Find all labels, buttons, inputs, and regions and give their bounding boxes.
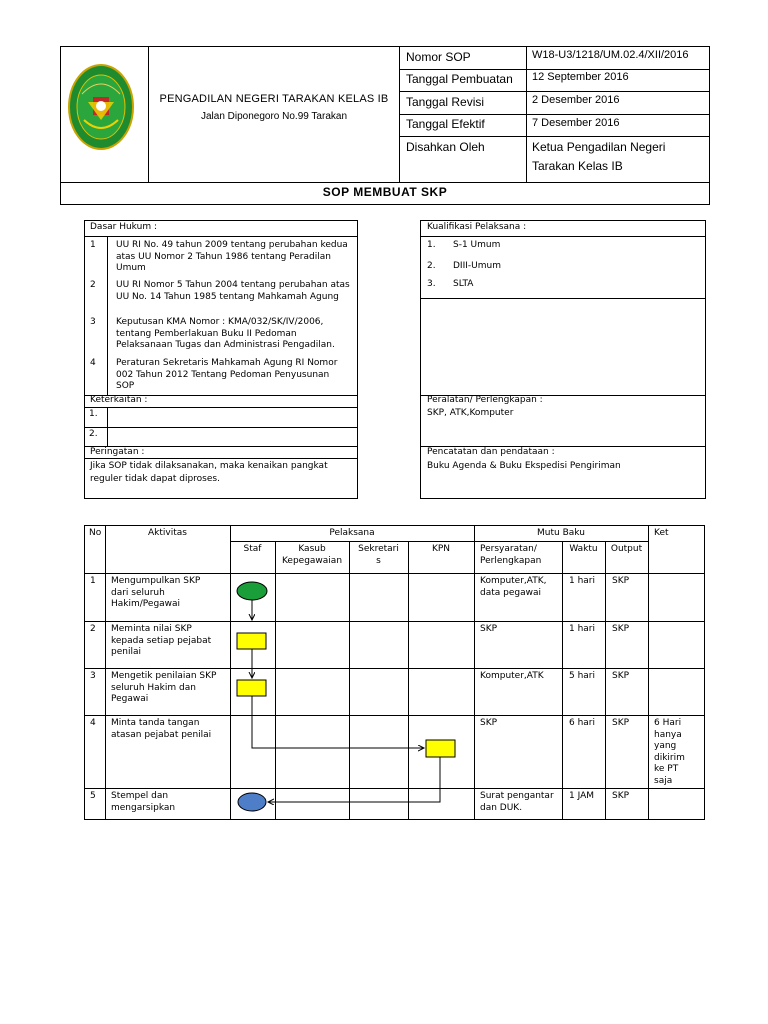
table-row-no: 3 (90, 671, 96, 681)
label-tanggal-pembuatan: Tanggal Pembuatan (406, 72, 513, 86)
value-disahkan-oleh-2: Tarakan Kelas IB (532, 159, 623, 173)
peringatan-text: Jika SOP tidak dilaksanakan, maka kenaikan pangkat reguler tidak dapat diproses. (90, 461, 328, 484)
table-row-ket: 6 Hari hanya yang dikirim ke PT saja (654, 718, 685, 786)
divider (399, 114, 710, 115)
peralatan-value: SKP, ATK,Komputer (427, 408, 514, 418)
label-tanggal-revisi: Tanggal Revisi (406, 95, 485, 109)
col-output: Output (610, 544, 643, 554)
label-tanggal-efektif: Tanggal Efektif (406, 117, 485, 131)
court-seal-logo (68, 64, 134, 150)
col-kpn: KPN (431, 544, 451, 554)
peralatan-title: Peralatan/ Perlengkapan : (427, 395, 543, 405)
table-row-persyaratan: Surat pengantar dan DUK. (480, 791, 554, 813)
col-mutu-baku: Mutu Baku (537, 528, 585, 538)
table-row-waktu: 1 JAM (569, 791, 595, 801)
divider (399, 69, 710, 70)
table-row-waktu: 1 hari (569, 624, 596, 634)
kualifikasi-no: 1. (427, 240, 436, 250)
kualifikasi-title: Kualifikasi Pelaksana : (427, 222, 527, 232)
table-row-aktivitas: Mengumpulkan SKP dari seluruh Hakim/Pegawai (111, 576, 201, 609)
table-row-aktivitas: Mengetik penilaian SKP seluruh Hakim dan Pegawai (111, 671, 217, 704)
kualifikasi-item: S-1 Umum (453, 240, 501, 250)
value-tanggal-pembuatan: 12 September 2016 (532, 71, 629, 83)
table-row-no: 2 (90, 624, 96, 634)
label-nomor-sop: Nomor SOP (406, 50, 471, 64)
kualifikasi-no: 3. (427, 279, 436, 289)
table-row-persyaratan: SKP (480, 624, 498, 634)
institution-address: Jalan Diponegoro No.99 Tarakan (200, 111, 348, 122)
table-row-output: SKP (612, 624, 630, 634)
dasar-hukum-no: 3 (90, 317, 96, 327)
table-row-output: SKP (612, 671, 630, 681)
divider (399, 91, 710, 92)
col-sekretaris: Sekretari s (358, 544, 399, 566)
table-row-aktivitas: Meminta nilai SKP kepada setiap pejabat penilai (111, 624, 212, 657)
dasar-hukum-no: 2 (90, 280, 96, 290)
kualifikasi-item: SLTA (453, 279, 474, 289)
value-tanggal-efektif: 7 Desember 2016 (532, 117, 620, 129)
value-disahkan-oleh-1: Ketua Pengadilan Negeri (532, 140, 666, 154)
table-row-persyaratan: Komputer,ATK, data pegawai (480, 576, 547, 598)
col-kasub: Kasub Kepegawaian (281, 544, 343, 566)
col-pelaksana: Pelaksana (329, 528, 375, 538)
institution-name: PENGADILAN NEGERI TARAKAN KELAS IB (159, 93, 389, 105)
divider (60, 182, 710, 183)
label-disahkan-oleh: Disahkan Oleh (406, 140, 485, 154)
col-no: No (89, 528, 102, 538)
table-row-persyaratan: Komputer,ATK (480, 671, 544, 681)
col-ket: Ket (654, 528, 669, 538)
value-nomor-sop: W18-U3/1218/UM.02.4/XII/2016 (532, 49, 689, 61)
dasar-hukum-title: Dasar Hukum : (90, 222, 157, 232)
kualifikasi-item: DIII-Umum (453, 261, 501, 271)
table-row-output: SKP (612, 718, 630, 728)
table-row-aktivitas: Minta tanda tangan atasan pejabat penilai (111, 718, 212, 740)
col-waktu: Waktu (569, 544, 598, 554)
kualifikasi-no: 2. (427, 261, 436, 271)
keterkaitan-title: Keterkaitan : (90, 395, 148, 405)
pencatatan-value: Buku Agenda & Buku Ekspedisi Pengiriman (427, 461, 621, 471)
table-row-no: 4 (90, 718, 96, 728)
dasar-hukum-no: 1 (90, 240, 96, 250)
pencatatan-title: Pencatatan dan pendataan : (427, 447, 555, 457)
table-row-waktu: 6 hari (569, 718, 596, 728)
keterkaitan-item: 2. (89, 429, 98, 439)
peringatan-title: Peringatan : (90, 447, 145, 457)
table-row-output: SKP (612, 576, 630, 586)
divider (399, 136, 710, 137)
keterkaitan-item: 1. (89, 409, 98, 419)
table-row-waktu: 5 hari (569, 671, 596, 681)
table-row-persyaratan: SKP (480, 718, 498, 728)
document-title: SOP MEMBUAT SKP (322, 185, 448, 199)
dasar-hukum-text: Peraturan Sekretaris Mahkamah Agung RI Nomor 002 Tahun 2012 Tentang Pedoman Penyusunan SOP (116, 358, 338, 391)
table-row-no: 5 (90, 791, 96, 801)
dasar-hukum-text: Keputusan KMA Nomor : KMA/032/SK/IV/2006, tentang Pemberlakuan Buku II Pedoman Pelaksanaan Tugas dan Administrasi Pengadilan. (116, 317, 335, 350)
table-row-no: 1 (90, 576, 96, 586)
col-staf: Staf (243, 544, 262, 554)
dasar-hukum-text: UU RI Nomor 5 Tahun 2004 tentang perubahan atas UU No. 14 Tahun 1985 tentang Mahkamah Agung (116, 280, 350, 302)
dasar-hukum-text: UU RI No. 49 tahun 2009 tentang perubahan kedua atas UU Nomor 2 Tahun 1986 tentang Peradilan Umum (116, 240, 348, 273)
table-row-aktivitas: Stempel dan mengarsipkan (111, 791, 176, 813)
table-row-output: SKP (612, 791, 630, 801)
value-tanggal-revisi: 2 Desember 2016 (532, 94, 620, 106)
col-aktivitas: Aktivitas (148, 528, 187, 538)
dasar-hukum-no: 4 (90, 358, 96, 368)
col-persyaratan: Persyaratan/ Perlengkapan (480, 544, 542, 566)
table-row-waktu: 1 hari (569, 576, 596, 586)
